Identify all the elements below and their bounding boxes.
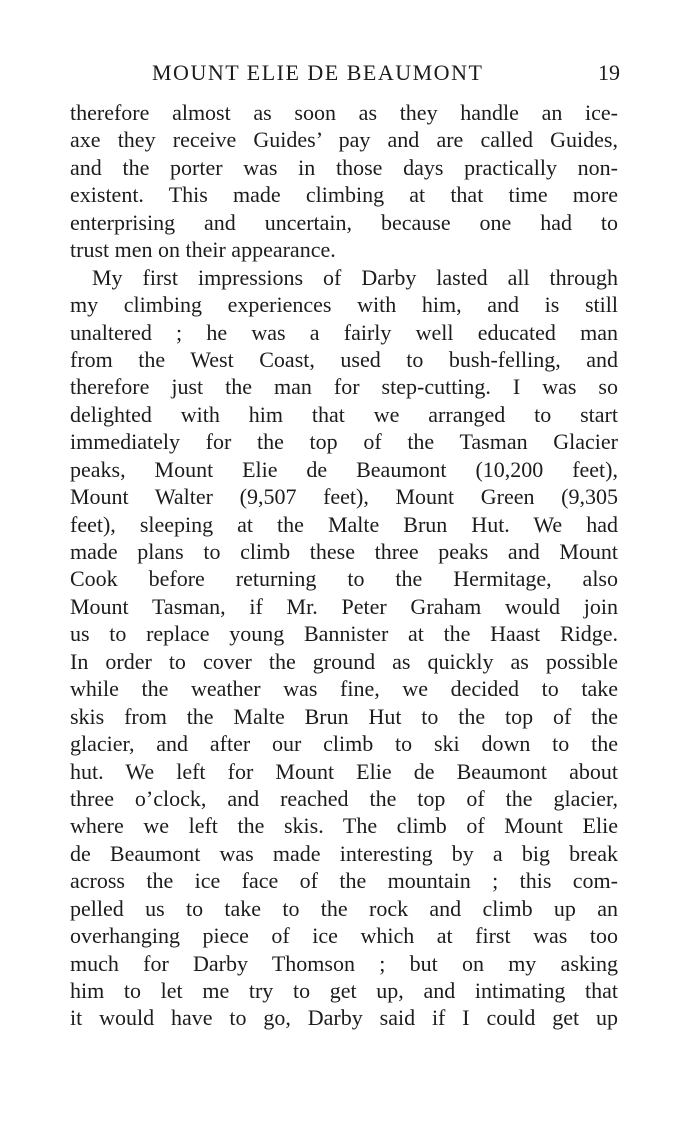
text-line: feet), sleeping at the Malte Brun Hut. We had <box>70 511 618 537</box>
running-head <box>70 60 620 90</box>
text-line: from the West Coast, used to bush-felling, and <box>70 346 618 372</box>
text-line: axe they receive Guides’ pay and are called Guides, <box>70 127 618 153</box>
text-line: My first impressions of Darby lasted all through <box>92 264 618 290</box>
text-line: skis from the Malte Brun Hut to the top of the <box>70 703 618 729</box>
text-line: delighted with him that we arranged to start <box>70 401 618 427</box>
text-line: and the porter was in those days practically non- <box>70 154 618 180</box>
text-line: where we left the skis. The climb of Mount Elie <box>70 813 618 839</box>
text-line: Mount Walter (9,507 feet), Mount Green (9,305 <box>70 484 618 510</box>
text-line: peaks, Mount Elie de Beaumont (10,200 feet), <box>70 456 618 482</box>
running-title: MOUNT ELIE DE BEAUMONT <box>152 60 484 85</box>
text-line: Cook before returning to the Hermitage, also <box>70 566 618 592</box>
text-line: made plans to climb these three peaks and Mount <box>70 539 618 564</box>
text-line: glacier, and after our climb to ski down to the <box>70 731 618 757</box>
text-line: overhanging piece of ice which at first was too <box>70 923 618 949</box>
text-line: immediately for the top of the Tasman Glacier <box>70 429 618 455</box>
text-line: across the ice face of the mountain ; this com- <box>70 868 618 894</box>
text-line: while the weather was fine, we decided to take <box>70 676 618 702</box>
text-line: him to let me try to get up, and intimating that <box>70 978 618 1003</box>
text-line: existent. This made climbing at that time more <box>70 182 618 208</box>
text-line: therefore almost as soon as they handle an ice- <box>70 100 618 125</box>
text-line: three o’clock, and reached the top of the glacier, <box>70 785 618 811</box>
text-line: hut. We left for Mount Elie de Beaumont about <box>70 758 618 784</box>
text-line: pelled us to take to the rock and climb up an <box>70 895 618 921</box>
text-line: it would have to go, Darby said if I could get up <box>70 1005 618 1031</box>
text-line: therefore just the man for step-cutting. I was so <box>70 374 618 400</box>
text-line: Mount Tasman, if Mr. Peter Graham would join <box>70 593 618 619</box>
page-number: 19 <box>598 60 620 85</box>
text-line: us to replace young Bannister at the Haast Ridge. <box>70 621 618 647</box>
body-text <box>70 99 618 1032</box>
text-line: unaltered ; he was a fairly well educated man <box>70 319 618 345</box>
text-line: enterprising and uncertain, because one had to <box>70 209 618 235</box>
text-line: de Beaumont was made interesting by a big break <box>70 840 618 866</box>
text-line: trust men on their appearance. <box>70 237 336 263</box>
text-line: much for Darby Thomson ; but on my asking <box>70 950 618 976</box>
text-line: my climbing experiences with him, and is still <box>70 292 618 318</box>
text-line: In order to cover the ground as quickly as possible <box>70 648 618 674</box>
